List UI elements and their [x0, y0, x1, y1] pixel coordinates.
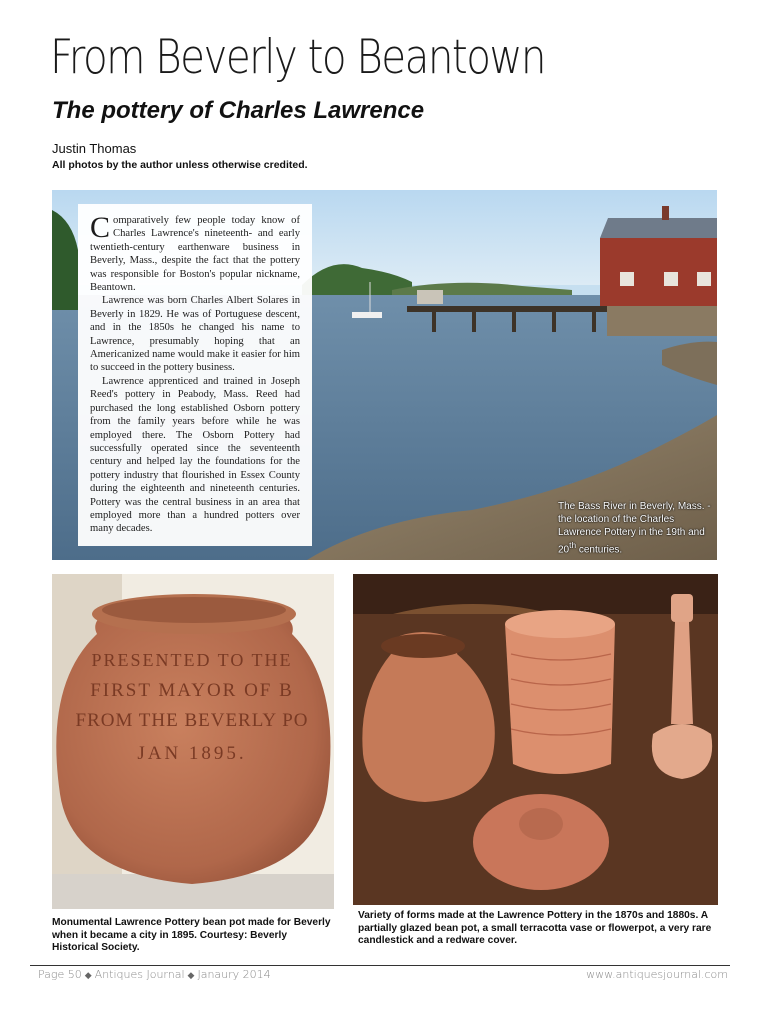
photo-credit: All photos by the author unless otherwise credited.	[52, 159, 308, 171]
article-paragraph-1: Comparatively few people today know of Charles Lawrence's nineteenth- and early twentieth-century earthenware business in Beverly, Mass., despite the fact that the pottery was responsible for Boston's popular nickname, Beantown.	[90, 211, 300, 294]
issue-date: Janaury 2014	[197, 968, 271, 981]
hero-photo-caption: The Bass River in Beverly, Mass. - the location of the Charles Lawrence Pottery in the 19th and 20th centuries.	[558, 501, 711, 556]
diamond-icon: ◆	[187, 971, 195, 981]
pottery-forms-caption: Variety of forms made at the Lawrence Pottery in the 1870s and 1880s. A partially glazed bean pot, a small terracotta vase or flowerpot, a very rare candlestick and a redware cover.	[358, 910, 712, 947]
hero-photo-bass-river	[52, 190, 717, 560]
inscription-line-2: FIRST MAYOR OF B	[90, 680, 294, 701]
article-body	[78, 204, 312, 546]
pottery-forms-photo	[353, 574, 718, 905]
inscription-line-3: FROM THE BEVERLY PO	[75, 710, 309, 731]
drop-cap: C	[90, 211, 111, 244]
pottery-forms-illustration	[353, 574, 718, 905]
inscription-line-4: JAN 1895.	[137, 743, 247, 764]
bean-pot-photo	[52, 574, 334, 909]
page-number: Page 50	[38, 968, 82, 981]
diamond-icon: ◆	[84, 971, 92, 981]
footer-divider	[30, 965, 730, 966]
author-byline: Justin Thomas	[52, 141, 137, 156]
article-paragraph-2: Lawrence was born Charles Albert Solares in Beverly in 1829. He was of Portuguese descent, and in the 1850s he changed his name to Lawrence, presumably hoping that an Americanized name would make it easier for him to succeed in the pottery business.	[90, 295, 300, 374]
bean-pot-caption: Monumental Lawrence Pottery bean pot made for Beverly when it became a city in 1895. Courtesy: Beverly Historical Society.	[52, 917, 331, 954]
footer-page-info	[38, 968, 271, 981]
bean-pot-illustration	[52, 574, 334, 909]
article-title: From Beverly to Beantown	[50, 30, 545, 85]
article-paragraph-3: Lawrence apprenticed and trained in Joseph Reed's pottery in Peabody, Mass. Reed had purchased the long established Osborn pottery from the family years before while he was employed there. The Osborn Pottery had successfully operated since the seventeenth century and helped lay the foundations for the pottery industry that flourished in Essex County during the eighteenth and nineteenth centuries. Pottery was the central business in an area that employed more than a hundred potters over many decades.	[90, 375, 300, 535]
publication-name: Antiques Journal	[94, 968, 185, 981]
inscription-line-1: PRESENTED TO THE	[91, 650, 293, 670]
footer-website-link[interactable]: www.antiquesjournal.com	[586, 968, 728, 981]
article-subtitle: The pottery of Charles Lawrence	[52, 97, 425, 124]
